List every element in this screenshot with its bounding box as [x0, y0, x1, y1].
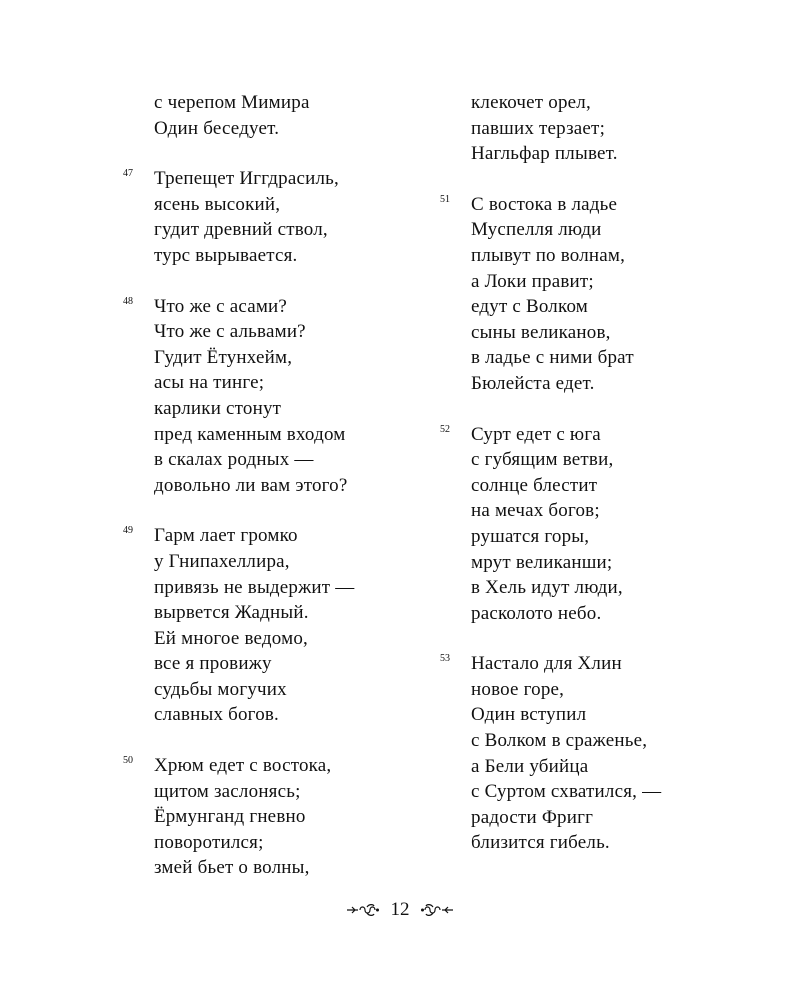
verse-line: Один беседует. — [154, 117, 280, 139]
verse-line: с губящим ветви, — [471, 449, 614, 471]
stanza-number: 48 — [123, 295, 133, 307]
verse-line: новое горе, — [471, 678, 565, 700]
verse-line: турс вырывается. — [154, 244, 298, 266]
verse-line: а Локи правит; — [471, 270, 594, 292]
verse-line: славных богов. — [154, 704, 280, 726]
verse-line: Хрюм едет с востока, — [154, 755, 332, 777]
verse-line: асы на тинге; — [154, 372, 265, 394]
verse-line: Что же с альвами? — [154, 321, 306, 343]
verse-line: Ей многое ведомо, — [154, 627, 308, 649]
stanza — [123, 166, 423, 268]
stanza — [440, 422, 740, 627]
verse-line: сыны великанов, — [471, 321, 611, 343]
verse-line: близится гибель. — [471, 832, 610, 854]
stanza-number: 53 — [440, 653, 450, 665]
verse-line: в ладье с ними брат — [471, 347, 634, 369]
verse-line: Гудит Ётунхейм, — [154, 346, 293, 368]
verse-line: Сурт едет с юга — [471, 423, 601, 445]
stanza-number: 49 — [123, 525, 133, 537]
verse-line: рушатся горы, — [471, 525, 590, 547]
left-ornament-icon — [346, 903, 380, 917]
verse-line: вырвется Жадный. — [154, 602, 309, 624]
left-column — [123, 90, 423, 881]
verse-line: клекочет орел, — [471, 92, 591, 113]
verse-line: судьбы могучих — [154, 678, 287, 700]
verse-line: гудит древний ствол, — [154, 219, 328, 241]
verse-line: привязь не выдержит — — [154, 576, 355, 598]
stanza-number: 51 — [440, 193, 450, 205]
stanza-number: 47 — [123, 168, 133, 180]
right-ornament-icon — [420, 903, 454, 917]
verse-line: Трепещет Иггдрасиль, — [154, 168, 339, 190]
verse-line: поворотился; — [154, 831, 264, 853]
verse-line: Настало для Хлин — [471, 653, 622, 675]
page-footer — [0, 896, 800, 923]
verse-line: солнце блестит — [471, 474, 598, 496]
verse-line: Гарм лает громко — [154, 525, 298, 547]
verse-line: плывут по волнам, — [471, 244, 626, 266]
stanza-number: 52 — [440, 423, 450, 435]
verse-line: С востока в ладье — [471, 193, 618, 215]
verse-line: павших терзает; — [471, 117, 606, 139]
verse-line: змей бьет о волны, — [154, 857, 310, 879]
verse-line: у Гнипахеллира, — [154, 550, 290, 572]
stanza — [440, 90, 740, 167]
stanza — [123, 294, 423, 499]
verse-line: радости Фригг — [471, 806, 594, 828]
verse-line: Ёрмунганд гневно — [154, 806, 306, 828]
verse-line: Бюлейста едет. — [471, 372, 595, 394]
verse-line: Один вступил — [471, 704, 587, 726]
page-number: 12 — [390, 898, 410, 920]
stanza — [440, 651, 740, 856]
stanza — [123, 90, 423, 141]
verse-line: карлики стонут — [154, 397, 282, 419]
verse-line: ясень высокий, — [154, 193, 281, 215]
verse-line: щитом заслонясь; — [154, 780, 301, 802]
verse-line: Муспелля люди — [471, 219, 602, 241]
right-column — [440, 90, 740, 856]
verse-line: в скалах родных — — [154, 449, 314, 471]
verse-line: мрут великанши; — [471, 551, 613, 573]
verse-line: едут с Волком — [471, 296, 589, 318]
verse-line: с Волком в сраженье, — [471, 730, 648, 752]
verse-line: с черепом Мимира — [154, 92, 310, 113]
verse-line: с Суртом схватился, — — [471, 781, 662, 803]
verse-line: пред каменным входом — [154, 423, 346, 445]
stanza — [440, 192, 740, 397]
verse-line: на мечах богов; — [471, 500, 600, 522]
verse-line: в Хель идут люди, — [471, 577, 623, 599]
verse-line: Нагльфар плывет. — [471, 143, 618, 165]
stanza-number: 50 — [123, 755, 133, 767]
stanza — [123, 753, 423, 881]
stanza — [123, 523, 423, 728]
verse-line: расколото небо. — [471, 602, 602, 624]
verse-line: а Бели убийца — [471, 755, 589, 777]
verse-line: довольно ли вам этого? — [154, 474, 348, 496]
verse-line: Что же с асами? — [154, 295, 288, 317]
verse-line: все я провижу — [154, 653, 272, 675]
